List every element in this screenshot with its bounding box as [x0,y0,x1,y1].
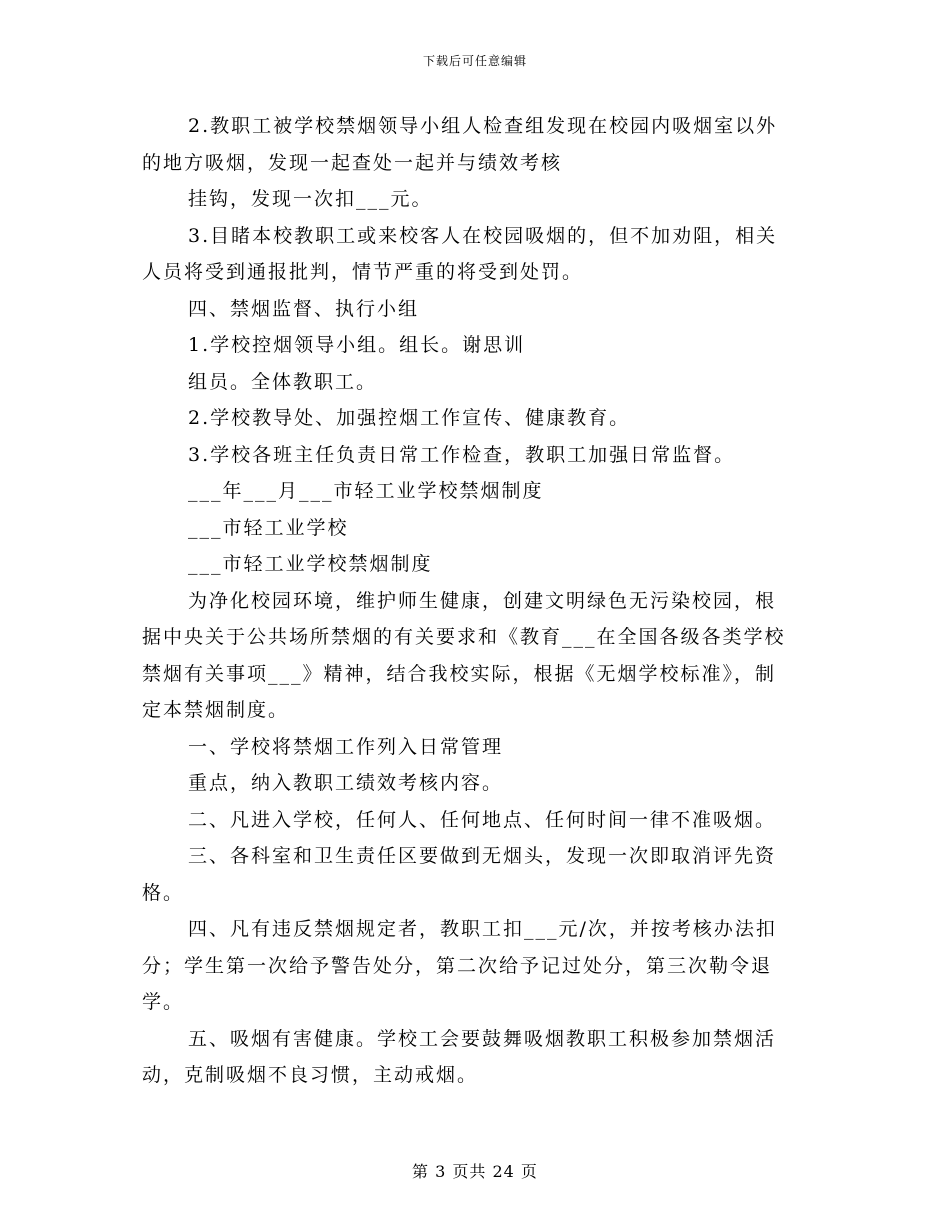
text-line: 3.目睹本校教职工或来校客人在校园吸烟的，但不加劝阻，相关 [188,224,778,247]
text-line: 为净化校园环境，维护师生健康，创建文明绿色无污染校园，根 [188,589,777,612]
text-line: ___市轻工业学校 [188,516,349,539]
text-line: 一、学校将禁烟工作列入日常管理 [188,735,504,758]
text-line: 挂钩，发现一次扣___元。 [188,188,433,210]
text-line: 的地方吸烟，发现一起查处一起并与绩效考核 [142,151,563,174]
text-line: 五、吸烟有害健康。学校工会要鼓舞吸烟教职工积极参加禁烟活 [188,1027,777,1050]
text-line: 人员将受到通报批判，情节严重的将受到处罚。 [142,261,584,283]
text-line: 2.学校教导处、加强控烟工作宣传、健康教育。 [188,407,631,429]
text-line: 3.学校各班主任负责日常工作检查，教职工加强日常监督。 [188,443,736,466]
page-footer: 第 3 页共 24 页 [412,1162,538,1181]
text-line: 禁烟有关事项___》精神，结合我校实际，根据《无烟学校标准》，制 [142,662,777,685]
text-line: 1.学校控烟领导小组。组长。谢思训 [188,334,526,356]
text-line: ___年___月___市轻工业学校禁烟制度 [188,480,544,502]
text-line: 组员。全体教职工。 [188,370,378,393]
section-heading: 四、禁烟监督、执行小组 [188,297,420,320]
document-title: ___市轻工业学校禁烟制度 [188,553,433,575]
text-line: 重点，纳入教职工绩效考核内容。 [188,772,504,794]
text-line: 四、凡有违反禁烟规定者，教职工扣___元/次，并按考核办法扣 [188,918,777,940]
text-line: 二、凡进入学校，任何人、任何地点、任何时间一律不准吸烟。 [188,808,777,831]
text-line: 格。 [142,881,185,904]
text-line: 三、各科室和卫生责任区要做到无烟头，发现一次即取消评先资 [188,845,777,867]
text-line: 分；学生第一次给予警告处分，第二次给予记过处分，第三次勒令退 [142,954,773,977]
text-line: 学。 [142,991,185,1013]
text-line: 动，克制吸烟不良习惯，主动戒烟。 [142,1064,479,1086]
text-line: 据中央关于公共场所禁烟的有关要求和《教育___在全国各级各类学校 [142,626,786,648]
text-line: 定本禁烟制度。 [142,699,290,721]
text-line: 2.教职工被学校禁烟领导小组人检查组发现在校园内吸烟室以外 [188,115,778,137]
page-header: 下载后可任意编辑 [422,54,527,68]
document-body [142,108,808,1094]
